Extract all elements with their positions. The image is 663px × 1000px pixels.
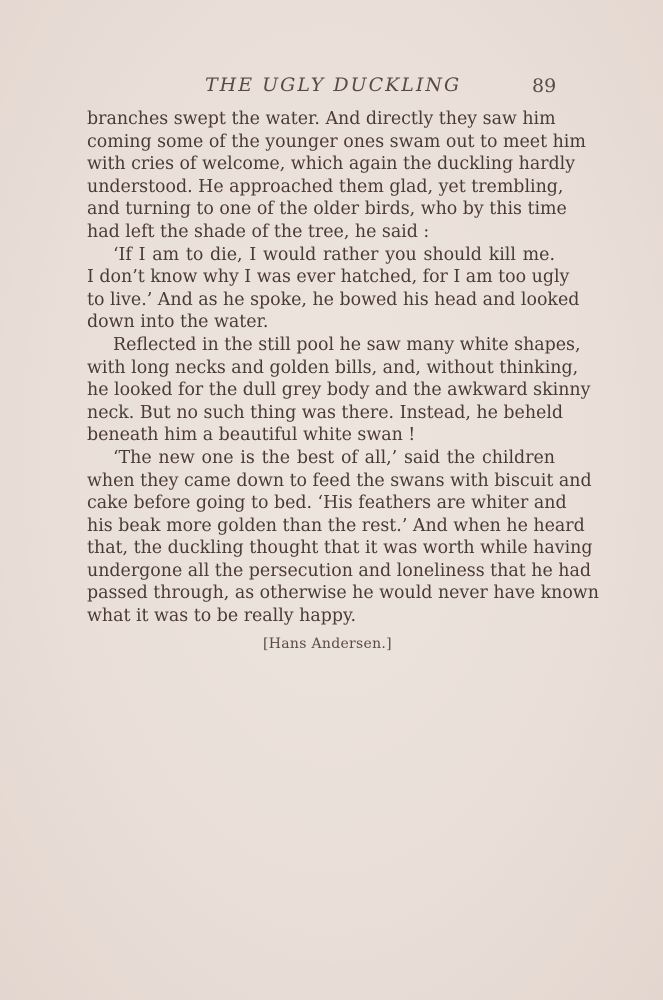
text-line: understood. He approached them glad, yet trembling, (87, 176, 564, 197)
text-line: ‘The new one is the best of all,’ said the children (113, 447, 555, 468)
text-line: coming some of the younger ones swam out to meet him (87, 131, 586, 152)
text-line: undergone all the persecution and loneliness that he had (87, 560, 591, 581)
running-head (0, 74, 663, 98)
text-line: branches swept the water. And directly they saw him (87, 109, 556, 129)
attribution: [Hans Andersen.] (263, 636, 392, 652)
text-line: had left the shade of the tree, he said : (87, 221, 430, 242)
text-line: I don’t know why I was ever hatched, for I am too ugly (87, 267, 570, 288)
text-line: when they came down to feed the swans with biscuit and (87, 470, 592, 491)
text-line: what it was to be really happy. (87, 606, 357, 627)
running-title: THE UGLY DUCKLING (205, 74, 462, 96)
text-line: with long necks and golden bills, and, without thinking, (87, 357, 579, 378)
text-line: down into the water. (87, 312, 269, 333)
text-line: Reflected in the still pool he saw many white shapes, (113, 334, 581, 355)
text-line: beneath him a beautiful white swan ! (87, 425, 416, 446)
text-line: and turning to one of the older birds, who by this time (87, 199, 567, 220)
text-line: he looked for the dull grey body and the awkward skinny (87, 380, 591, 401)
text-line: that, the duckling thought that it was worth while having (87, 538, 593, 559)
text-line: with cries of welcome, which again the duckling hardly (87, 154, 576, 175)
page-number: 89 (532, 75, 557, 97)
text-line: neck. But no such thing was there. Instead, he beheld (87, 402, 564, 423)
text-line: his beak more golden than the rest.’ And when he heard (87, 515, 585, 536)
text-line: to live.’ And as he spoke, he bowed his head and looked (87, 289, 580, 310)
body-text (87, 108, 599, 628)
text-line: passed through, as otherwise he would never have known (87, 583, 599, 604)
text-line: cake before going to bed. ‘His feathers are whiter and (87, 493, 567, 514)
text-line: ‘If I am to die, I would rather you should kill me. (113, 244, 555, 265)
